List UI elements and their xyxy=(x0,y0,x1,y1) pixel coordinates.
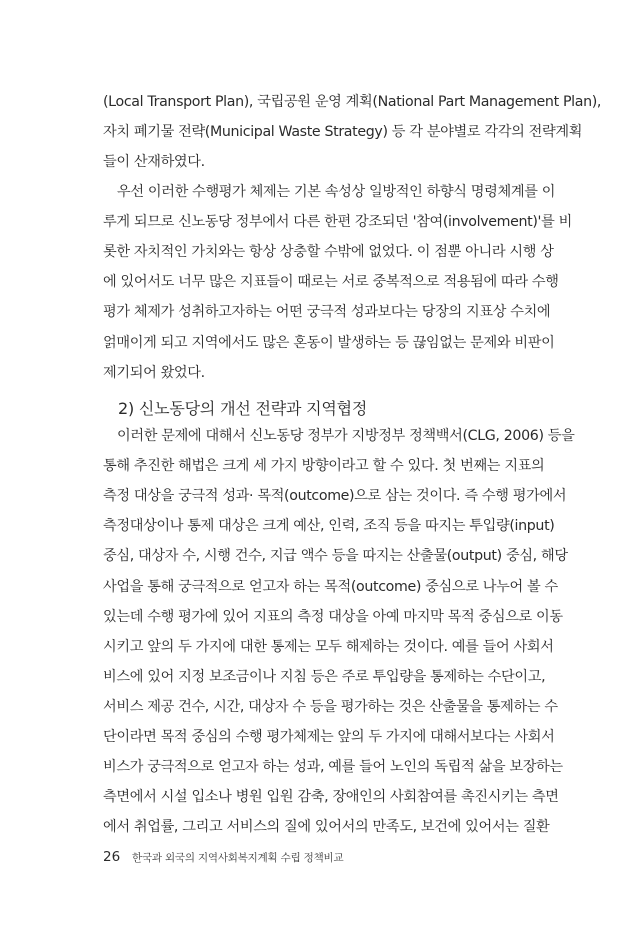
section-heading: 2) 신노동당의 개선 전략과 지역협정 xyxy=(118,399,368,418)
page-footer xyxy=(103,849,343,866)
paragraph-3-line: 에서 취업률, 그리고 서비스의 질에 있어서의 만족도, 보건에 있어서는 질환 xyxy=(103,819,550,836)
paragraph-2-line: 에 있어서도 너무 많은 지표들이 때로는 서로 중복적으로 적용됨에 따라 수행 xyxy=(103,274,559,291)
paragraph-3-line: 사업을 통해 궁극적으로 얻고자 하는 목적(outcome) 중심으로 나누어 볼 수 xyxy=(103,578,558,595)
paragraph-3-line: 시키고 앞의 두 가지에 대한 통제는 모두 해제하는 것이다. 예를 들어 사회서 xyxy=(103,638,554,655)
paragraph-1-line: 자치 폐기물 전략(Municipal Waste Strategy) 등 각 분야별로 각각의 전략계획 xyxy=(103,124,583,141)
paragraph-3-line: 서비스 제공 건수, 시간, 대상자 수 등을 평가하는 것은 산출물을 통제하는 수 xyxy=(103,698,558,715)
paragraph-3-line: 측면에서 시설 입소나 병원 입원 감축, 장애인의 사회참여를 촉진시키는 측면 xyxy=(103,789,559,806)
paragraph-1-line: 들이 산재하였다. xyxy=(103,154,205,171)
paragraph-2-line: 루게 되므로 신노동당 정부에서 다른 한편 강조되던 '참여(involvement)'를 비 xyxy=(103,214,572,231)
paragraph-3-line: 통해 추진한 해법은 크게 세 가지 방향이라고 할 수 있다. 첫 번째는 지표의 xyxy=(103,458,545,475)
paragraph-3-line: 비스에 있어 지정 보조금이나 지침 등은 주로 투입량을 통제하는 수단이고, xyxy=(103,668,546,685)
paragraph-2-line: 얽매이게 되고 지역에서도 많은 혼동이 발생하는 등 끊임없는 문제와 비판이 xyxy=(103,334,555,351)
paragraph-2-line: 롯한 자치적인 가치와는 항상 상충할 수밖에 없었다. 이 점뿐 아니라 시행 상 xyxy=(103,244,554,261)
running-title: 한국과 외국의 지역사회복지계획 수립 정책비교 xyxy=(132,852,344,864)
paragraph-3-line: 단이라면 목적 중심의 수행 평가체제는 앞의 두 가지에 대해서보다는 사회서 xyxy=(103,729,555,745)
paragraph-2-line: 우선 이러한 수행평가 체제는 기본 속성상 일방적인 하향식 명령체계를 이 xyxy=(117,184,556,200)
paragraph-3-line: 측정 대상을 궁극적 성과· 목적(outcome)으로 삼는 것이다. 즉 수행 평가에서 xyxy=(103,488,567,505)
paragraph-3-line: 측정대상이나 통제 대상은 크게 예산, 인력, 조직 등을 따지는 투입량(input) xyxy=(103,518,555,535)
paragraph-3-line: 이러한 문제에 대해서 신노동당 정부가 지방정부 정책백서(CLG, 2006) 등을 xyxy=(117,428,575,444)
paragraph-3-line: 중심, 대상자 수, 시행 건수, 지급 액수 등을 따지는 산출물(output) 중심, 해당 xyxy=(103,548,568,565)
paragraph-2-line: 제기되어 왔었다. xyxy=(103,364,205,381)
paragraph-1-line: (Local Transport Plan), 국립공원 운영 계획(National Part Management Plan), xyxy=(103,94,602,110)
page-number: 26 xyxy=(103,849,121,865)
paragraph-2-line: 평가 체제가 성취하고자하는 어떤 궁극적 성과보다는 당장의 지표상 수치에 xyxy=(103,304,551,321)
paragraph-3-line: 비스가 궁극적으로 얻고자 하는 성과, 예를 들어 노인의 독립적 삶을 보장하는 xyxy=(103,759,563,776)
paragraph-3-line: 있는데 수행 평가에 있어 지표의 측정 대상을 아예 마지막 목적 중심으로 이동 xyxy=(103,608,563,625)
